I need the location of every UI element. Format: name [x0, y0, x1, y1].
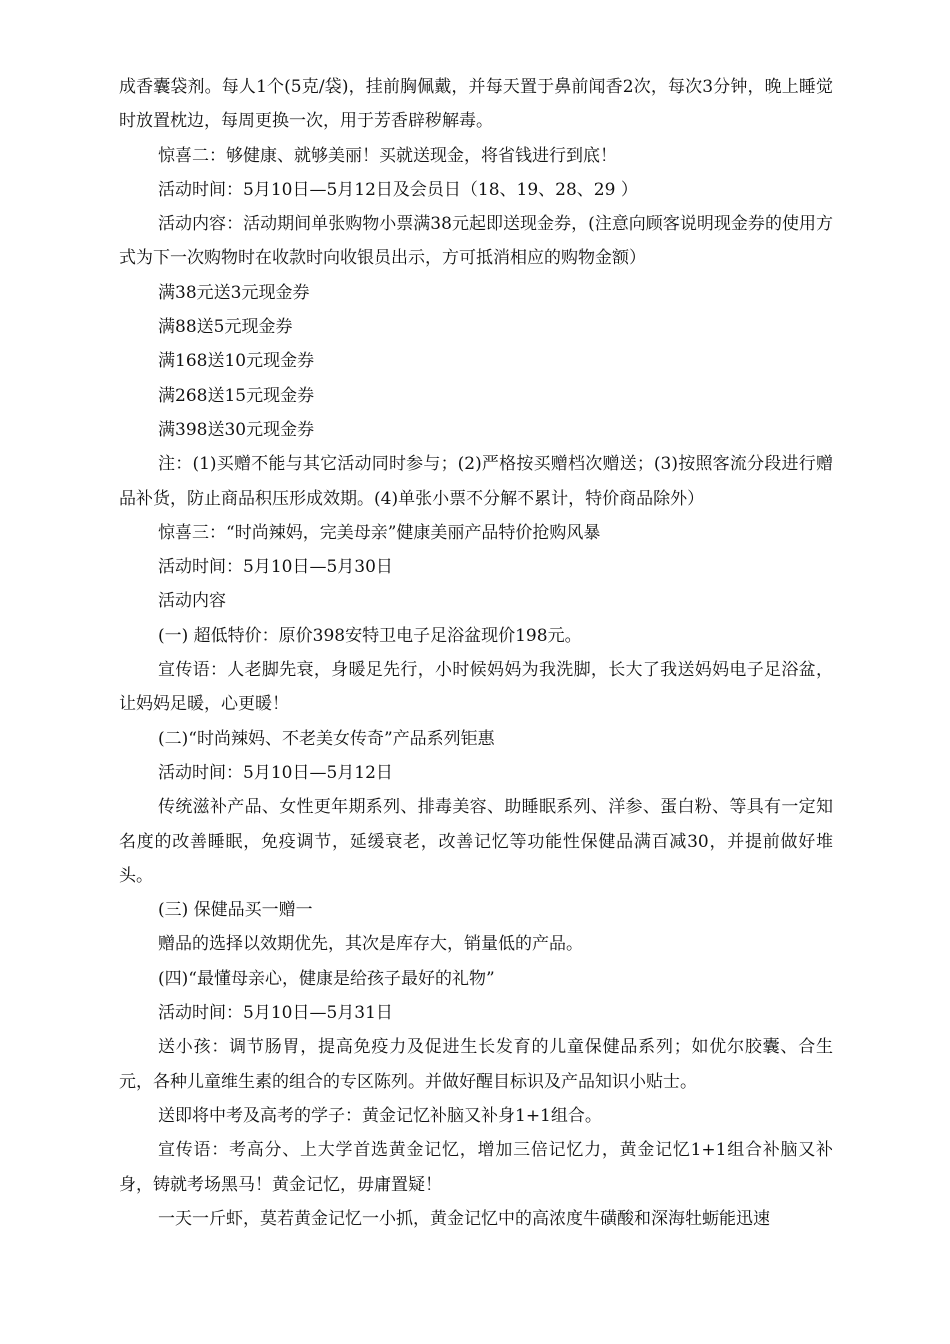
section-three-heading: (三) 保健品买一赠一 — [158, 900, 313, 921]
voucher-tier-3: 满168送10元现金券 — [158, 351, 315, 372]
heading-surprise-three: 惊喜三：“时尚辣妈，完美母亲”健康美丽产品特价抢购风暴 — [158, 522, 601, 543]
slogan-foot-bath: 宣传语：人老脚先衰，身暖足先行，小时候妈妈为我洗脚，长大了我送妈妈电子足浴盆，让妈妈足暖，心更暖！ — [119, 660, 833, 715]
surprise-two-content: 活动内容：活动期间单张购物小票满38元起即送现金券，(注意向顾客说明现金券的使用方式为下一次购物时在收款时向收银员出示，方可抵消相应的购物金额） — [119, 214, 833, 269]
section-four-time: 活动时间：5月10日—5月31日 — [158, 1003, 393, 1024]
slogan-golden-memory: 宣传语：考高分、上大学首选黄金记忆，增加三倍记忆力，黄金记忆1+1组合补脑又补身，铸就考场黑马！黄金记忆，毋庸置疑！ — [119, 1140, 833, 1195]
voucher-tier-2: 满88送5元现金券 — [158, 317, 293, 338]
section-two-time: 活动时间：5月10日—5月12日 — [158, 762, 393, 783]
section-two-heading: (二)“时尚辣妈、不老美女传奇”产品系列钜惠 — [158, 728, 495, 749]
voucher-notes: 注：(1)买赠不能与其它活动同时参与；(2)严格按买赠档次赠送；(3)按照客流分段进行赠品补货，防止商品积压形成效期。(4)单张小票不分解不累计，特价商品除外） — [119, 454, 833, 509]
heading-surprise-two: 惊喜二：够健康、就够美丽！买就送现金，将省钱进行到底！ — [158, 145, 617, 166]
section-four-students: 送即将中考及高考的学子：黄金记忆补脑又补身1+1组合。 — [158, 1105, 602, 1126]
paragraph-shrimp: 一天一斤虾，莫若黄金记忆一小抓，黄金记忆中的高浓度牛磺酸和深海牡蛎能迅速 — [158, 1208, 770, 1229]
voucher-tier-5: 满398送30元现金券 — [158, 419, 315, 440]
paragraph-sachet-dosage: 成香囊袋剂。每人1个(5克/袋)，挂前胸佩戴，并每天置于鼻前闻香2次，每次3分钟，晚上睡觉时放置枕边，每周更换一次，用于芳香辟秽解毒。 — [119, 77, 833, 132]
section-two-products: 传统滋补产品、女性更年期系列、排毒美容、助睡眠系列、洋参、蛋白粉、等具有一定知名度的改善睡眠，免疫调节，延缓衰老，改善记忆等功能性保健品满百减30，并提前做好堆头。 — [119, 797, 833, 886]
surprise-three-content-label: 活动内容 — [158, 591, 226, 612]
voucher-tier-4: 满268送15元现金券 — [158, 385, 315, 406]
voucher-tier-1: 满38元送3元现金券 — [158, 282, 310, 303]
surprise-two-time: 活动时间：5月10日—5月12日及会员日（18、19、28、29 ） — [158, 179, 638, 200]
section-four-kids: 送小孩：调节肠胃，提高免疫力及促进生长发育的儿童保健品系列；如优尔胶囊、合生元，各种儿童维生素的组合的专区陈列。并做好醒目标识及产品知识小贴士。 — [119, 1037, 833, 1092]
section-one-special-price: (一) 超低特价：原价398安特卫电子足浴盆现价198元。 — [158, 625, 582, 646]
surprise-three-time: 活动时间：5月10日—5月30日 — [158, 557, 393, 578]
section-four-heading: (四)“最懂母亲心，健康是给孩子最好的礼物” — [158, 968, 495, 989]
section-three-gift-selection: 赠品的选择以效期优先，其次是库存大，销量低的产品。 — [158, 934, 583, 955]
